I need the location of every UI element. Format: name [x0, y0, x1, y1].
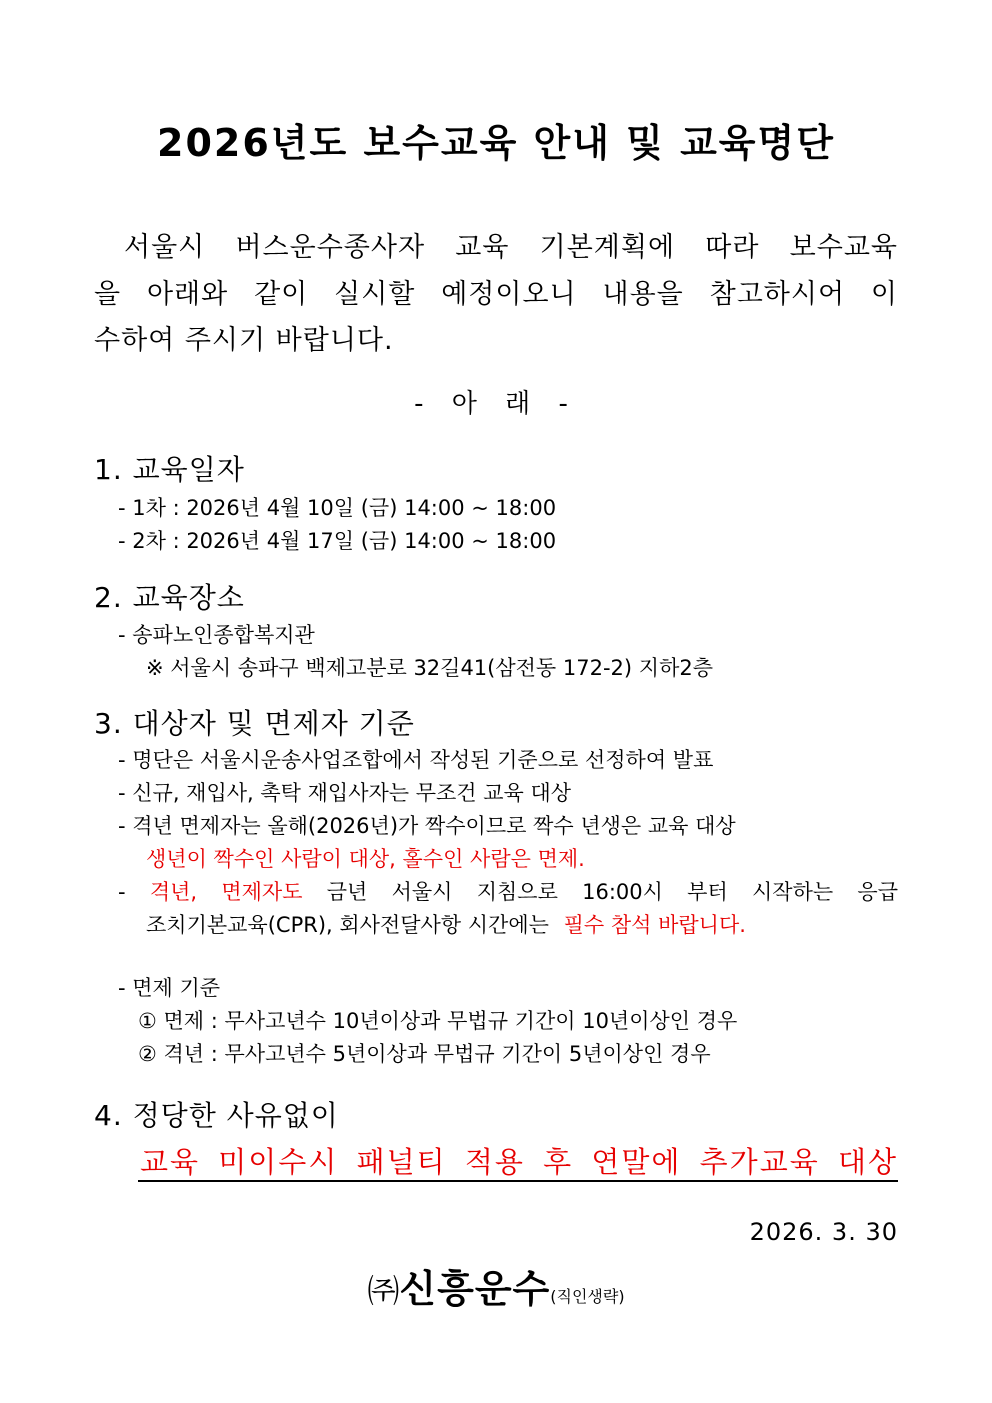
exemption-heading: - 면제 기준 [118, 976, 221, 1000]
section-4-heading: 4. 정당한 사유없이 [94, 1099, 339, 1132]
section-3-heading: 3. 대상자 및 면제자 기준 [94, 707, 415, 740]
company-name: 신흥운수 [399, 1267, 551, 1311]
section-2-heading: 2. 교육장소 [94, 581, 245, 614]
penalty-underline [138, 1180, 898, 1182]
intro-line-1 [94, 225, 898, 264]
penalty-warning: 교육 미이수시 패널티 적용 후 연말에 추가교육 대상 [140, 1145, 898, 1179]
criteria-item-4-line-2 [146, 909, 746, 939]
criteria-item-4 [118, 876, 898, 906]
venue-name: - 송파노인종합복지관 [118, 623, 315, 647]
page-title: 2026년도 보수교육 안내 및 교육명단 [157, 121, 835, 165]
criteria-item-1: - 명단은 서울시운송사업조합에서 작성된 기준으로 선정하여 발표 [118, 748, 714, 772]
intro-line-1-text: 서울시 버스운수종사자 교육 기본계획에 따라 보수교육 [124, 232, 898, 263]
below-marker: - 아 래 - [414, 389, 578, 419]
exemption-rule-2: ② 격년 : 무사고년수 5년이상과 무법규 기간이 5년이상인 경우 [138, 1042, 711, 1066]
criteria-item-4-dash: - [118, 880, 126, 904]
company-signature [0, 1258, 992, 1313]
section-1-heading: 1. 교육일자 [94, 453, 245, 486]
criteria-item-4-line-2-text: 조치기본교육(CPR), 회사전달사항 시간에는 [146, 913, 549, 937]
criteria-item-4-highlight: 격년, 면제자도 [149, 880, 303, 904]
intro-line-2: 을 아래와 같이 실시할 예정이오니 내용을 참고하시어 이 [94, 279, 898, 310]
intro-line-3: 수하여 주시기 바랍니다. [94, 325, 394, 356]
exemption-rule-1: ① 면제 : 무사고년수 10년이상과 무법규 기간이 10년이상인 경우 [138, 1009, 738, 1033]
company-corp-mark: ㈜ [367, 1272, 400, 1310]
venue-address: ※ 서울시 송파구 백제고분로 32길41(삼전동 172-2) 지하2층 [146, 656, 714, 680]
criteria-item-3: - 격년 면제자는 올해(2026년)가 짝수이므로 짝수 년생은 교육 대상 [118, 814, 736, 838]
schedule-item-2: - 2차 : 2026년 4월 17일 (금) 14:00 ~ 18:00 [118, 529, 557, 553]
criteria-item-4-required: 필수 참석 바랍니다. [563, 913, 746, 937]
criteria-item-3-note: 생년이 짝수인 사람이 대상, 홀수인 사람은 면제. [146, 847, 585, 871]
seal-omitted-note: (직인생략) [550, 1287, 625, 1306]
criteria-item-2: - 신규, 재입사, 촉탁 재입사자는 무조건 교육 대상 [118, 781, 572, 805]
issue-date: 2026. 3. 30 [749, 1218, 898, 1246]
schedule-item-1: - 1차 : 2026년 4월 10일 (금) 14:00 ~ 18:00 [118, 496, 557, 520]
criteria-item-4-text: 금년 서울시 지침으로 16:00시 부터 시작하는 응급 [326, 880, 898, 904]
